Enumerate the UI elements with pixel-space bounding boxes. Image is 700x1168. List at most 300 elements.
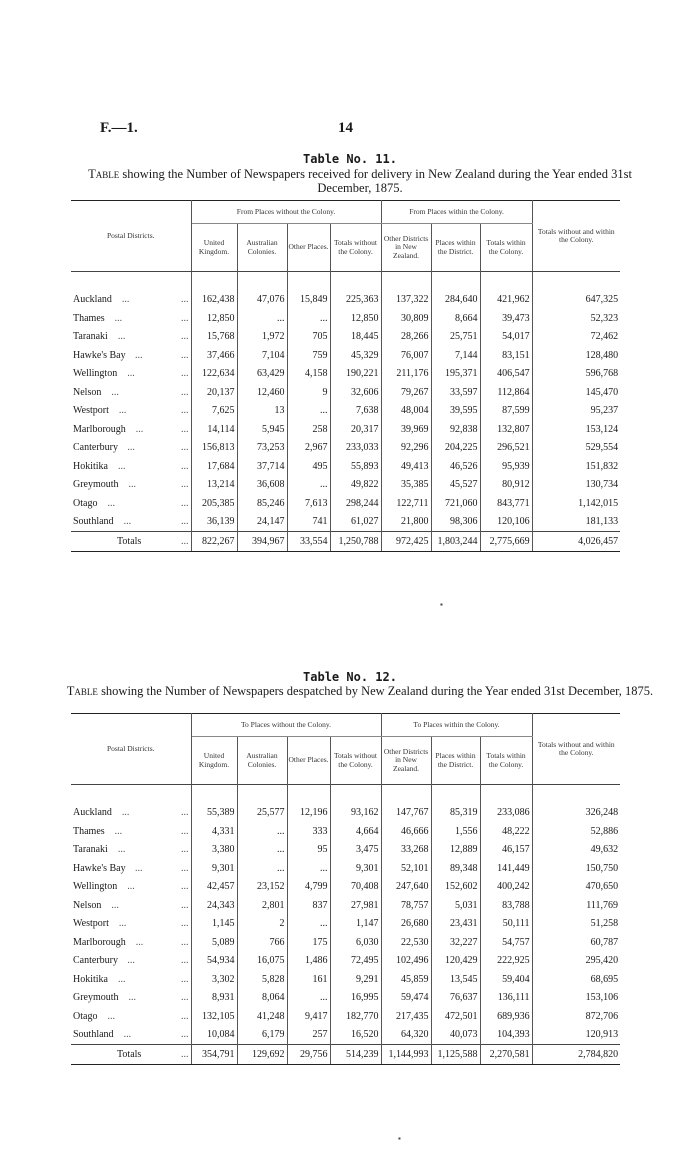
col-header-other-districts: Other Districts in New Zealand. [381, 224, 431, 272]
cell-australian-colonies: 85,246 [237, 494, 287, 513]
leader-dots: ... [181, 479, 189, 491]
leader-dots: ... [181, 312, 189, 324]
leader-dots: ... [181, 973, 189, 985]
total-australian-colonies: 394,967 [237, 532, 287, 552]
cell-united-kingdom: 5,089 [191, 933, 237, 952]
cell-other-districts: 217,435 [381, 1007, 431, 1026]
total-other-districts: 1,144,993 [381, 1045, 431, 1065]
cell-totals-without: 55,893 [330, 457, 381, 476]
cell-australian-colonies: 41,248 [237, 1007, 287, 1026]
leader-dots: ... [117, 331, 126, 343]
cell-within-district: 33,597 [431, 383, 480, 402]
cell-grand-total: 181,133 [585, 516, 619, 528]
district-name: Hawke's Bay [73, 349, 125, 361]
cell-united-kingdom: 3,380 [191, 841, 237, 860]
cell-grand-total: 95,237 [590, 405, 619, 417]
doc-reference: F.—1. [100, 120, 138, 136]
cell-other-places: 759 [287, 346, 330, 365]
cell-totals-within: 222,925 [480, 952, 532, 971]
cell-grand-total: 295,420 [585, 955, 619, 967]
leader-dots: ... [114, 312, 123, 324]
district-cell [71, 328, 191, 347]
table-row [71, 841, 620, 860]
cell-united-kingdom: 1,145 [191, 915, 237, 934]
leader-dots: ... [181, 918, 189, 930]
total-within-district: 1,803,244 [431, 532, 480, 552]
cell-within-district: 284,640 [431, 291, 480, 310]
col-header-united-kingdom: United Kingdom. [191, 737, 237, 785]
cell-australian-colonies: 5,828 [237, 970, 287, 989]
table-row [71, 402, 620, 421]
cell-totals-without: 190,221 [330, 365, 381, 384]
cell-within-district: 7,144 [431, 346, 480, 365]
cell-totals-without: 9,291 [330, 970, 381, 989]
table-row [71, 457, 620, 476]
district-cell [71, 1007, 191, 1026]
leader-dots: ... [135, 936, 144, 948]
cell-within-district: 152,602 [431, 878, 480, 897]
col-header-united-kingdom: United Kingdom. [191, 224, 237, 272]
leader-dots: ... [181, 1029, 189, 1041]
leader-dots: ... [135, 423, 144, 435]
district-cell [71, 915, 191, 934]
cell-totals-within: 59,404 [480, 970, 532, 989]
total-within-district: 1,125,588 [431, 1045, 480, 1065]
cell-other-districts: 147,767 [381, 804, 431, 823]
col-header-other-districts: Other Districts in New Zealand. [381, 737, 431, 785]
cell-totals-within: 296,521 [480, 439, 532, 458]
cell-other-districts: 33,268 [381, 841, 431, 860]
cell-other-places: 1,486 [287, 952, 330, 971]
leader-dots: ... [181, 405, 189, 417]
cell-grand-total: 872,706 [585, 1010, 619, 1022]
district-name: Hokitika [73, 460, 108, 472]
cell-australian-colonies: 13 [237, 402, 287, 421]
leader-dots: ... [123, 1029, 132, 1041]
cell-united-kingdom: 55,389 [191, 804, 237, 823]
leader-dots: ... [181, 862, 189, 874]
cell-totals-within: 233,086 [480, 804, 532, 823]
cell-other-places: 4,799 [287, 878, 330, 897]
table-row [71, 476, 620, 495]
total-totals-within: 2,775,669 [480, 532, 532, 552]
leader-dots: ... [181, 497, 189, 509]
cell-within-district: 45,527 [431, 476, 480, 495]
caption-lead: Table [88, 167, 120, 181]
cell-australian-colonies: 37,714 [237, 457, 287, 476]
leader-dots: ... [181, 368, 189, 380]
cell-totals-without: 32,606 [330, 383, 381, 402]
group-header-within: From Places within the Colony. [381, 201, 532, 224]
table-row [71, 365, 620, 384]
leader-dots: ... [134, 862, 143, 874]
cell-within-district: 1,556 [431, 822, 480, 841]
total-other-districts: 972,425 [381, 532, 431, 552]
district-cell [71, 513, 191, 532]
district-name: Hokitika [73, 973, 108, 985]
leader-dots: ... [181, 992, 189, 1004]
cell-totals-within: 50,111 [480, 915, 532, 934]
col-header-other-places: Other Places. [287, 224, 330, 272]
cell-australian-colonies: 63,429 [237, 365, 287, 384]
cell-other-places: 175 [287, 933, 330, 952]
totals-label-cell [71, 532, 191, 552]
table-12-body [71, 785, 620, 1065]
caption-text: showing the Number of Newspapers despatched by New Zealand during the Year ended 31st December, 1875. [97, 684, 654, 698]
table-row [71, 915, 620, 934]
cell-australian-colonies: ... [237, 822, 287, 841]
table-row [71, 383, 620, 402]
cell-other-districts: 35,385 [381, 476, 431, 495]
cell-other-places: 837 [287, 896, 330, 915]
cell-united-kingdom: 36,139 [191, 513, 237, 532]
cell-totals-within: 54,757 [480, 933, 532, 952]
cell-united-kingdom: 3,302 [191, 970, 237, 989]
total-other-places: 29,756 [287, 1045, 330, 1065]
cell-grand-total: 647,325 [585, 294, 619, 306]
cell-australian-colonies: 25,577 [237, 804, 287, 823]
cell-totals-without: 27,981 [330, 896, 381, 915]
district-name: Thames [73, 825, 105, 837]
leader-dots: ... [181, 516, 189, 528]
table-row [71, 952, 620, 971]
leader-dots: ... [181, 331, 189, 343]
cell-grand-total: 596,768 [585, 368, 619, 380]
cell-grand-total: 151,832 [585, 460, 619, 472]
cell-totals-without: 18,445 [330, 328, 381, 347]
district-cell [71, 439, 191, 458]
district-cell [71, 291, 191, 310]
total-totals-within: 2,270,581 [480, 1045, 532, 1065]
cell-within-district: 92,838 [431, 420, 480, 439]
leader-dots: ... [181, 936, 189, 948]
cell-united-kingdom: 42,457 [191, 878, 237, 897]
cell-other-places: 161 [287, 970, 330, 989]
leader-dots: ... [128, 479, 137, 491]
total-united-kingdom: 354,791 [191, 1045, 237, 1065]
cell-within-district: 472,501 [431, 1007, 480, 1026]
totals-row [71, 1045, 620, 1065]
district-name: Marlborough [73, 936, 126, 948]
cell-united-kingdom: 17,684 [191, 457, 237, 476]
cell-united-kingdom: 9,301 [191, 859, 237, 878]
cell-other-places: 4,158 [287, 365, 330, 384]
district-cell [71, 804, 191, 823]
cell-other-districts: 52,101 [381, 859, 431, 878]
cell-within-district: 8,664 [431, 309, 480, 328]
district-name: Otago [73, 497, 98, 509]
district-cell [71, 383, 191, 402]
cell-other-districts: 137,322 [381, 291, 431, 310]
cell-australian-colonies: 8,064 [237, 989, 287, 1008]
ink-mark: ▪ [398, 1134, 401, 1143]
col-header-totals-without: Totals without the Colony. [330, 737, 381, 785]
leader-dots: ... [181, 386, 189, 398]
district-cell [71, 822, 191, 841]
cell-totals-within: 120,106 [480, 513, 532, 532]
cell-grand-total: 68,695 [590, 973, 619, 985]
district-name: Thames [73, 312, 105, 324]
col-header-postal-districts: Postal Districts. [71, 714, 191, 785]
district-name: Auckland [73, 807, 112, 819]
leader-dots: ... [181, 825, 189, 837]
table-row [71, 1007, 620, 1026]
cell-australian-colonies: 2,801 [237, 896, 287, 915]
cell-within-district: 25,751 [431, 328, 480, 347]
cell-other-places: 2,967 [287, 439, 330, 458]
table-11-number: Table No. 11. [303, 152, 397, 166]
ink-mark: ▪ [440, 600, 443, 609]
cell-within-district: 76,637 [431, 989, 480, 1008]
cell-totals-without: 70,408 [330, 878, 381, 897]
table-row [71, 933, 620, 952]
cell-within-district: 204,225 [431, 439, 480, 458]
cell-totals-within: 87,599 [480, 402, 532, 421]
cell-totals-without: 7,638 [330, 402, 381, 421]
table-11-body [71, 272, 620, 552]
cell-totals-without: 16,520 [330, 1026, 381, 1045]
cell-totals-within: 104,393 [480, 1026, 532, 1045]
cell-other-districts: 59,474 [381, 989, 431, 1008]
cell-totals-within: 421,962 [480, 291, 532, 310]
cell-other-places: ... [287, 915, 330, 934]
cell-totals-within: 689,936 [480, 1007, 532, 1026]
cell-australian-colonies: 73,253 [237, 439, 287, 458]
cell-totals-without: 93,162 [330, 804, 381, 823]
cell-other-places: 333 [287, 822, 330, 841]
cell-within-district: 40,073 [431, 1026, 480, 1045]
table-12-caption [60, 684, 660, 698]
totals-label-cell [71, 1045, 191, 1065]
leader-dots: ... [127, 368, 135, 380]
cell-other-districts: 247,640 [381, 878, 431, 897]
cell-other-places: 258 [287, 420, 330, 439]
page-number: 14 [338, 120, 353, 136]
cell-united-kingdom: 14,114 [191, 420, 237, 439]
table-row [71, 420, 620, 439]
cell-totals-without: 45,329 [330, 346, 381, 365]
total-australian-colonies: 129,692 [237, 1045, 287, 1065]
cell-totals-without: 3,475 [330, 841, 381, 860]
table-row [71, 989, 620, 1008]
totals-label: Totals [117, 535, 142, 547]
table-row [71, 309, 620, 328]
cell-other-places: ... [287, 859, 330, 878]
cell-grand-total: 52,886 [590, 825, 619, 837]
cell-within-district: 721,060 [431, 494, 480, 513]
leader-dots: ... [181, 349, 189, 361]
cell-grand-total: 60,787 [590, 936, 619, 948]
total-united-kingdom: 822,267 [191, 532, 237, 552]
district-cell [71, 952, 191, 971]
cell-united-kingdom: 205,385 [191, 494, 237, 513]
cell-australian-colonies: 24,147 [237, 513, 287, 532]
cell-totals-without: 6,030 [330, 933, 381, 952]
cell-other-places: 9 [287, 383, 330, 402]
cell-other-places: 9,417 [287, 1007, 330, 1026]
table-row [71, 346, 620, 365]
cell-within-district: 85,319 [431, 804, 480, 823]
cell-other-districts: 28,266 [381, 328, 431, 347]
col-header-postal-districts: Postal Districts. [71, 201, 191, 272]
district-name: Wellington [73, 368, 118, 380]
district-cell [71, 346, 191, 365]
cell-totals-within: 406,547 [480, 365, 532, 384]
leader-dots: ... [111, 899, 119, 911]
cell-grand-total: 1,142,015 [578, 497, 619, 509]
cell-other-districts: 64,320 [381, 1026, 431, 1045]
cell-totals-without: 298,244 [330, 494, 381, 513]
totals-row [71, 532, 620, 552]
cell-other-places: 7,613 [287, 494, 330, 513]
cell-united-kingdom: 10,084 [191, 1026, 237, 1045]
cell-other-places: 495 [287, 457, 330, 476]
district-name: Wellington [73, 881, 118, 893]
district-name: Taranaki [73, 844, 108, 856]
cell-within-district: 120,429 [431, 952, 480, 971]
cell-totals-without: 49,822 [330, 476, 381, 495]
district-name: Westport [73, 918, 109, 930]
cell-united-kingdom: 4,331 [191, 822, 237, 841]
table-row [71, 970, 620, 989]
cell-other-districts: 102,496 [381, 952, 431, 971]
cell-totals-within: 39,473 [480, 309, 532, 328]
leader-dots: ... [127, 955, 135, 967]
cell-australian-colonies: 6,179 [237, 1026, 287, 1045]
leader-dots: ... [181, 1048, 189, 1060]
cell-within-district: 89,348 [431, 859, 480, 878]
cell-totals-without: 1,147 [330, 915, 381, 934]
cell-within-district: 5,031 [431, 896, 480, 915]
cell-other-districts: 122,711 [381, 494, 431, 513]
cell-other-places: 12,196 [287, 804, 330, 823]
col-header-within-district: Places within the District. [431, 737, 480, 785]
district-cell [71, 476, 191, 495]
cell-united-kingdom: 24,343 [191, 896, 237, 915]
group-header-without: From Places without the Colony. [191, 201, 381, 224]
district-cell [71, 402, 191, 421]
col-header-within-district: Places within the District. [431, 224, 480, 272]
group-header-without: To Places without the Colony. [191, 714, 381, 737]
table-11 [71, 200, 620, 552]
cell-grand-total: 49,632 [590, 844, 619, 856]
table-row [71, 328, 620, 347]
cell-totals-within: 112,864 [480, 383, 532, 402]
cell-other-districts: 49,413 [381, 457, 431, 476]
leader-dots: ... [181, 460, 189, 472]
cell-united-kingdom: 7,625 [191, 402, 237, 421]
cell-australian-colonies: 766 [237, 933, 287, 952]
cell-other-places: 95 [287, 841, 330, 860]
leader-dots: ... [107, 1010, 115, 1022]
table-row [71, 494, 620, 513]
cell-within-district: 39,595 [431, 402, 480, 421]
cell-other-districts: 211,176 [381, 365, 431, 384]
cell-other-places: ... [287, 476, 330, 495]
district-cell [71, 878, 191, 897]
district-name: Greymouth [73, 992, 119, 1004]
leader-dots: ... [181, 844, 189, 856]
cell-totals-without: 72,495 [330, 952, 381, 971]
district-cell [71, 970, 191, 989]
cell-within-district: 46,526 [431, 457, 480, 476]
total-grand-total: 2,784,820 [532, 1045, 620, 1065]
district-name: Southland [73, 516, 114, 528]
cell-within-district: 195,371 [431, 365, 480, 384]
leader-dots: ... [107, 497, 115, 509]
cell-grand-total: 529,554 [585, 442, 619, 454]
table-row [71, 291, 620, 310]
col-header-grand-total: Totals without and within the Colony. [532, 714, 620, 785]
cell-totals-without: 12,850 [330, 309, 381, 328]
district-cell [71, 859, 191, 878]
cell-totals-within: 46,157 [480, 841, 532, 860]
cell-totals-within: 141,449 [480, 859, 532, 878]
cell-grand-total: 130,734 [585, 479, 619, 491]
leader-dots: ... [127, 442, 135, 454]
cell-grand-total: 120,913 [585, 1029, 619, 1041]
cell-australian-colonies: ... [237, 309, 287, 328]
cell-totals-within: 400,242 [480, 878, 532, 897]
total-grand-total: 4,026,457 [532, 532, 620, 552]
district-name: Nelson [73, 899, 102, 911]
cell-other-districts: 30,809 [381, 309, 431, 328]
leader-dots: ... [181, 881, 189, 893]
cell-united-kingdom: 8,931 [191, 989, 237, 1008]
cell-other-places: ... [287, 402, 330, 421]
cell-australian-colonies: ... [237, 859, 287, 878]
cell-totals-within: 83,788 [480, 896, 532, 915]
cell-totals-within: 95,939 [480, 457, 532, 476]
table-row [71, 804, 620, 823]
total-totals-without: 514,239 [330, 1045, 381, 1065]
district-name: Greymouth [73, 479, 119, 491]
leader-dots: ... [118, 405, 127, 417]
table-row [71, 439, 620, 458]
cell-totals-within: 132,807 [480, 420, 532, 439]
leader-dots: ... [117, 844, 126, 856]
leader-dots: ... [128, 992, 137, 1004]
cell-within-district: 13,545 [431, 970, 480, 989]
cell-grand-total: 51,258 [590, 918, 619, 930]
cell-totals-within: 54,017 [480, 328, 532, 347]
leader-dots: ... [181, 423, 189, 435]
district-cell [71, 457, 191, 476]
cell-united-kingdom: 54,934 [191, 952, 237, 971]
leader-dots: ... [121, 807, 130, 819]
district-cell [71, 841, 191, 860]
cell-totals-without: 225,363 [330, 291, 381, 310]
cell-united-kingdom: 15,768 [191, 328, 237, 347]
leader-dots: ... [134, 349, 143, 361]
cell-other-places: 705 [287, 328, 330, 347]
col-header-australian-colonies: Australian Colonies. [237, 737, 287, 785]
cell-totals-within: 83,151 [480, 346, 532, 365]
cell-australian-colonies: 2 [237, 915, 287, 934]
cell-totals-within: 843,771 [480, 494, 532, 513]
cell-other-districts: 92,296 [381, 439, 431, 458]
cell-totals-without: 16,995 [330, 989, 381, 1008]
table-row [71, 896, 620, 915]
leader-dots: ... [181, 807, 189, 819]
district-cell [71, 309, 191, 328]
cell-totals-without: 20,317 [330, 420, 381, 439]
cell-united-kingdom: 132,105 [191, 1007, 237, 1026]
cell-totals-within: 80,912 [480, 476, 532, 495]
cell-grand-total: 72,462 [590, 331, 619, 343]
cell-australian-colonies: 36,608 [237, 476, 287, 495]
table-12 [71, 713, 620, 1065]
